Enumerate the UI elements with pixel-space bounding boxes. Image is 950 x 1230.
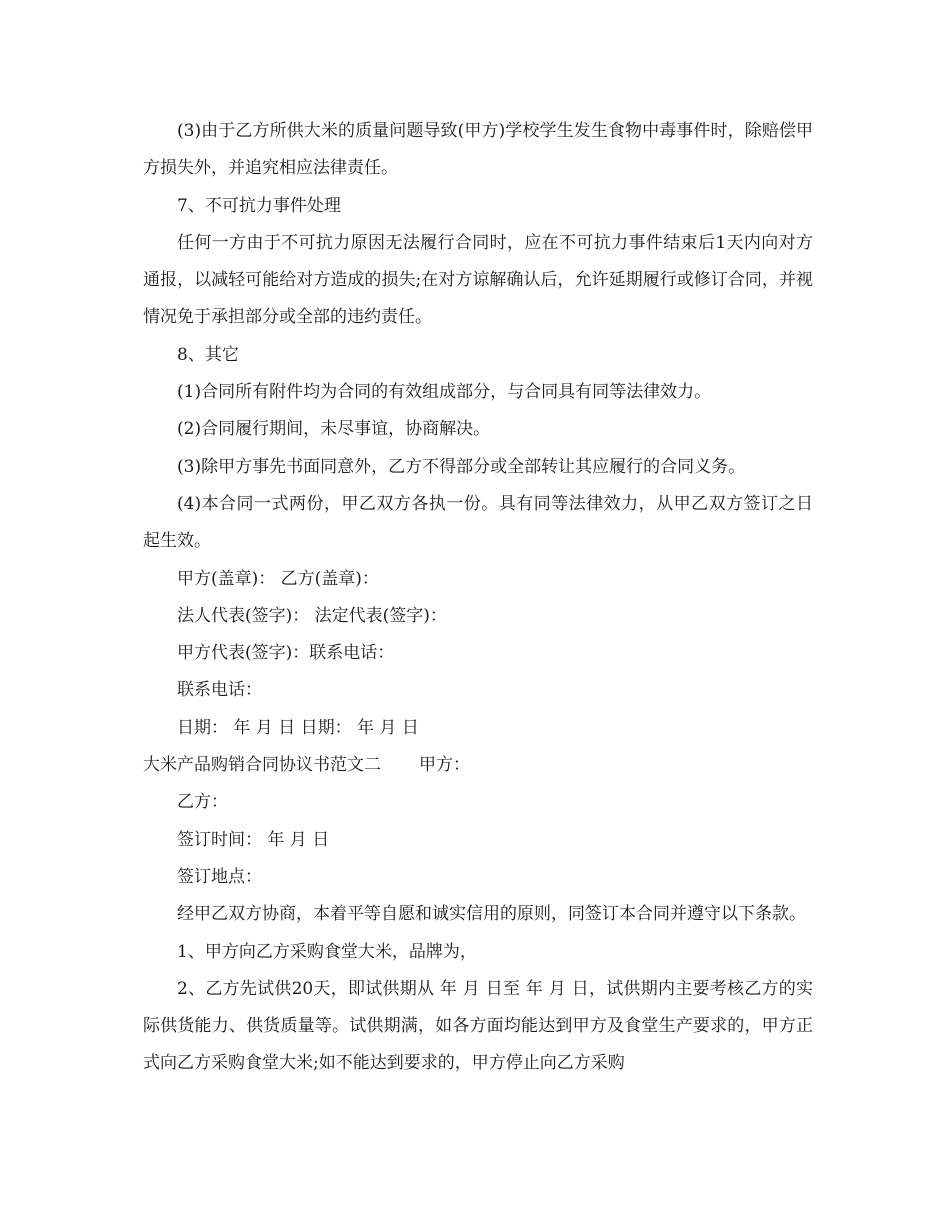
party-b-line: 乙方： xyxy=(177,792,228,813)
paragraph-other-3: (3)除甲方事先书面同意外，乙方不得部分或全部转让其应履行的合同义务。 xyxy=(177,456,746,477)
paragraph-quality-liability: (3)由于乙方所供大米的质量问题导致(甲方)学校学生发生食物中毒事件时，除赔偿甲方损失外，并追究相应法律责任。 xyxy=(143,121,813,179)
clause-1: 1、甲方向乙方采购食堂大米，品牌为， xyxy=(177,941,477,962)
section-heading-other: 8、其它 xyxy=(177,344,239,365)
document-body xyxy=(143,113,813,1083)
signature-representative-line: 甲方代表(签字)：联系电话： xyxy=(177,643,395,664)
contact-phone-line: 联系电话： xyxy=(177,680,262,701)
paragraph-other-1: (1)合同所有附件均为合同的有效组成部分，与合同具有同等法律效力。 xyxy=(177,382,712,403)
clause-2: 2、乙方先试供20天，即试供期从 年 月 日至 年 月 日，试供期内主要考核乙方的实际供货能力、供货质量等。试供期满，如各方面均能达到甲方及食堂生产要求的，甲方正式向乙方采购食堂大米;如不能达到要求的，甲方停止向乙方采购 xyxy=(143,978,813,1074)
paragraph-other-2: (2)合同履行期间，未尽事谊，协商解决。 xyxy=(177,419,491,440)
paragraph-force-majeure: 任何一方由于不可抗力原因无法履行合同时，应在不可抗力事件结束后1天内向对方通报，以减轻可能给对方造成的损失;在对方谅解确认后，允许延期履行或修订合同，并视情况免于承担部分或全部的违约责任。 xyxy=(143,232,813,328)
signature-seal-line: 甲方(盖章)： 乙方(盖章)： xyxy=(177,568,379,589)
signature-legal-rep-line: 法人代表(签字)： 法定代表(签字)： xyxy=(177,605,447,626)
paragraph-other-4: (4)本合同一式两份，甲乙双方各执一份。具有同等法律效力，从甲乙双方签订之日起生效。 xyxy=(143,493,813,552)
party-a-label: 甲方： xyxy=(419,755,470,776)
section-heading-force-majeure: 7、不可抗力事件处理 xyxy=(177,195,341,216)
paragraph-agreement-intro: 经甲乙双方协商，本着平等自愿和诚实信用的原则，同签订本合同并遵守以下条款。 xyxy=(177,904,806,925)
contract-title: 大米产品购销合同协议书范文二 xyxy=(143,755,381,776)
contract-title-line xyxy=(143,747,813,784)
signing-place-line: 签订地点： xyxy=(177,866,262,887)
date-line: 日期： 年 月 日 日期： 年 月 日 xyxy=(177,717,419,738)
signing-time-line: 签订时间： 年 月 日 xyxy=(177,829,330,850)
